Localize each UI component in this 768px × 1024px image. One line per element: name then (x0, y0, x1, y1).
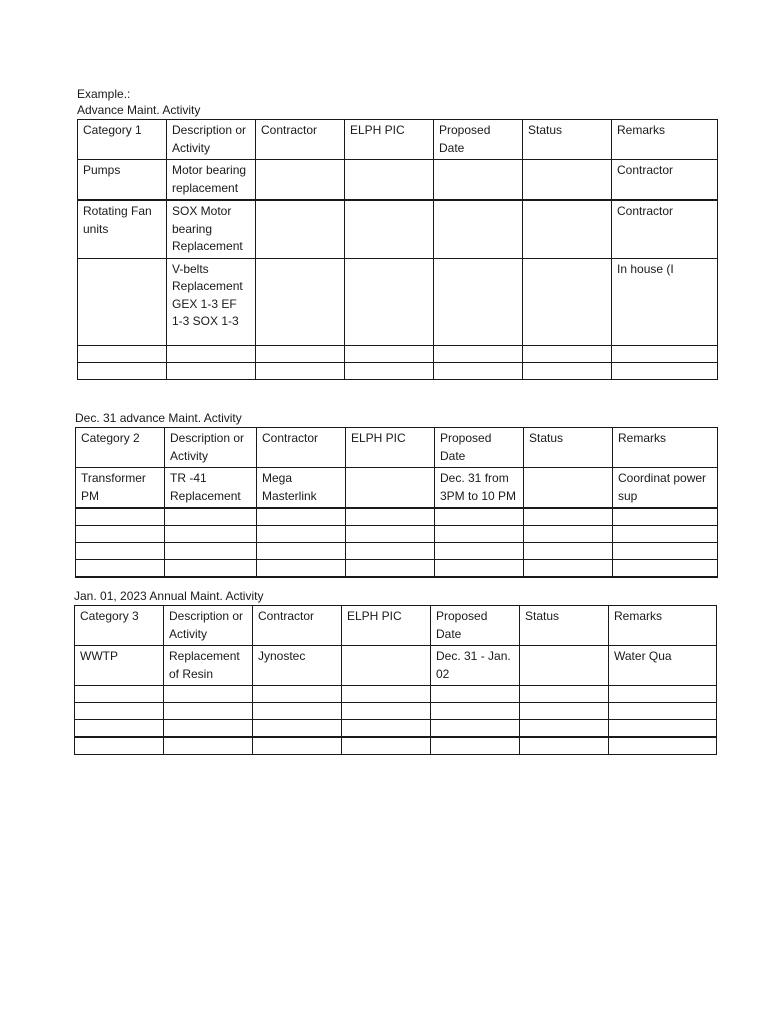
cell-status (523, 258, 612, 345)
header-contractor: Contractor (253, 606, 342, 646)
cell-proposed-date (434, 258, 523, 345)
cell-contractor (256, 160, 345, 201)
table-row (75, 737, 717, 755)
table-row (76, 468, 718, 509)
cell-remarks: Water Qua (609, 646, 717, 686)
cell-status (523, 160, 612, 201)
table-dec31-maint (75, 427, 707, 578)
header-elph-pic: ELPH PIC (346, 428, 435, 468)
cell-description: SOX Motor bearing Replacement (167, 200, 256, 258)
header-status: Status (520, 606, 609, 646)
section-title-advance: Advance Maint. Activity (77, 103, 201, 117)
cell-contractor: Mega Masterlink (257, 468, 346, 509)
header-elph-pic: ELPH PIC (345, 120, 434, 160)
table-row (76, 526, 718, 543)
cell-category: Transformer PM (76, 468, 165, 509)
cell-remarks: Contractor (612, 200, 718, 258)
cell-description: V-belts Replacement GEX 1-3 EF 1-3 SOX 1-3 (167, 258, 256, 345)
header-description: Description or Activity (165, 428, 257, 468)
header-remarks: Remarks (612, 120, 718, 160)
cell-status (523, 200, 612, 258)
cell-status (520, 646, 609, 686)
cell-description: Motor bearing replacement (167, 160, 256, 201)
cell-elph-pic (345, 200, 434, 258)
cell-status (524, 468, 613, 509)
header-category: Category 3 (75, 606, 164, 646)
cell-proposed-date: Dec. 31 - Jan. 02 (431, 646, 520, 686)
header-category: Category 2 (76, 428, 165, 468)
header-status: Status (523, 120, 612, 160)
example-label: Example.: (77, 87, 131, 101)
table-row (75, 703, 717, 720)
table-row (76, 508, 718, 526)
cell-remarks: In house (I (612, 258, 718, 345)
cell-description: Replacement of Resin (164, 646, 253, 686)
header-contractor: Contractor (257, 428, 346, 468)
table-row (76, 543, 718, 560)
table-header-row (75, 606, 717, 646)
header-proposed-date: Proposed Date (435, 428, 524, 468)
header-proposed-date: Proposed Date (434, 120, 523, 160)
header-contractor: Contractor (256, 120, 345, 160)
cell-elph-pic (345, 258, 434, 345)
cell-category (78, 258, 167, 345)
table-row (75, 686, 717, 703)
header-proposed-date: Proposed Date (431, 606, 520, 646)
header-description: Description or Activity (167, 120, 256, 160)
header-elph-pic: ELPH PIC (342, 606, 431, 646)
table-row (76, 560, 718, 578)
table-row (78, 362, 718, 379)
table-row (78, 258, 718, 345)
header-remarks: Remarks (609, 606, 717, 646)
section-title-jan01: Jan. 01, 2023 Annual Maint. Activity (74, 589, 264, 603)
table-row (75, 720, 717, 738)
cell-elph-pic (342, 646, 431, 686)
cell-contractor (256, 200, 345, 258)
table-header-row (78, 120, 718, 160)
cell-remarks: Coordinat power sup (613, 468, 718, 509)
table-jan01-annual-maint (74, 605, 672, 755)
table-row (78, 200, 718, 258)
table-row (75, 646, 717, 686)
cell-category: Pumps (78, 160, 167, 201)
header-description: Description or Activity (164, 606, 253, 646)
section-title-dec31: Dec. 31 advance Maint. Activity (75, 411, 242, 425)
table-advance-maint (77, 119, 674, 380)
cell-proposed-date (434, 160, 523, 201)
table-row (78, 160, 718, 201)
cell-contractor: Jynostec (253, 646, 342, 686)
header-remarks: Remarks (613, 428, 718, 468)
table-row (78, 345, 718, 362)
cell-category: WWTP (75, 646, 164, 686)
cell-category: Rotating Fan units (78, 200, 167, 258)
cell-proposed-date (434, 200, 523, 258)
cell-elph-pic (345, 160, 434, 201)
header-status: Status (524, 428, 613, 468)
header-category: Category 1 (78, 120, 167, 160)
cell-elph-pic (346, 468, 435, 509)
cell-remarks: Contractor (612, 160, 718, 201)
cell-proposed-date: Dec. 31 from 3PM to 10 PM (435, 468, 524, 509)
cell-contractor (256, 258, 345, 345)
table-header-row (76, 428, 718, 468)
cell-description: TR -41 Replacement (165, 468, 257, 509)
